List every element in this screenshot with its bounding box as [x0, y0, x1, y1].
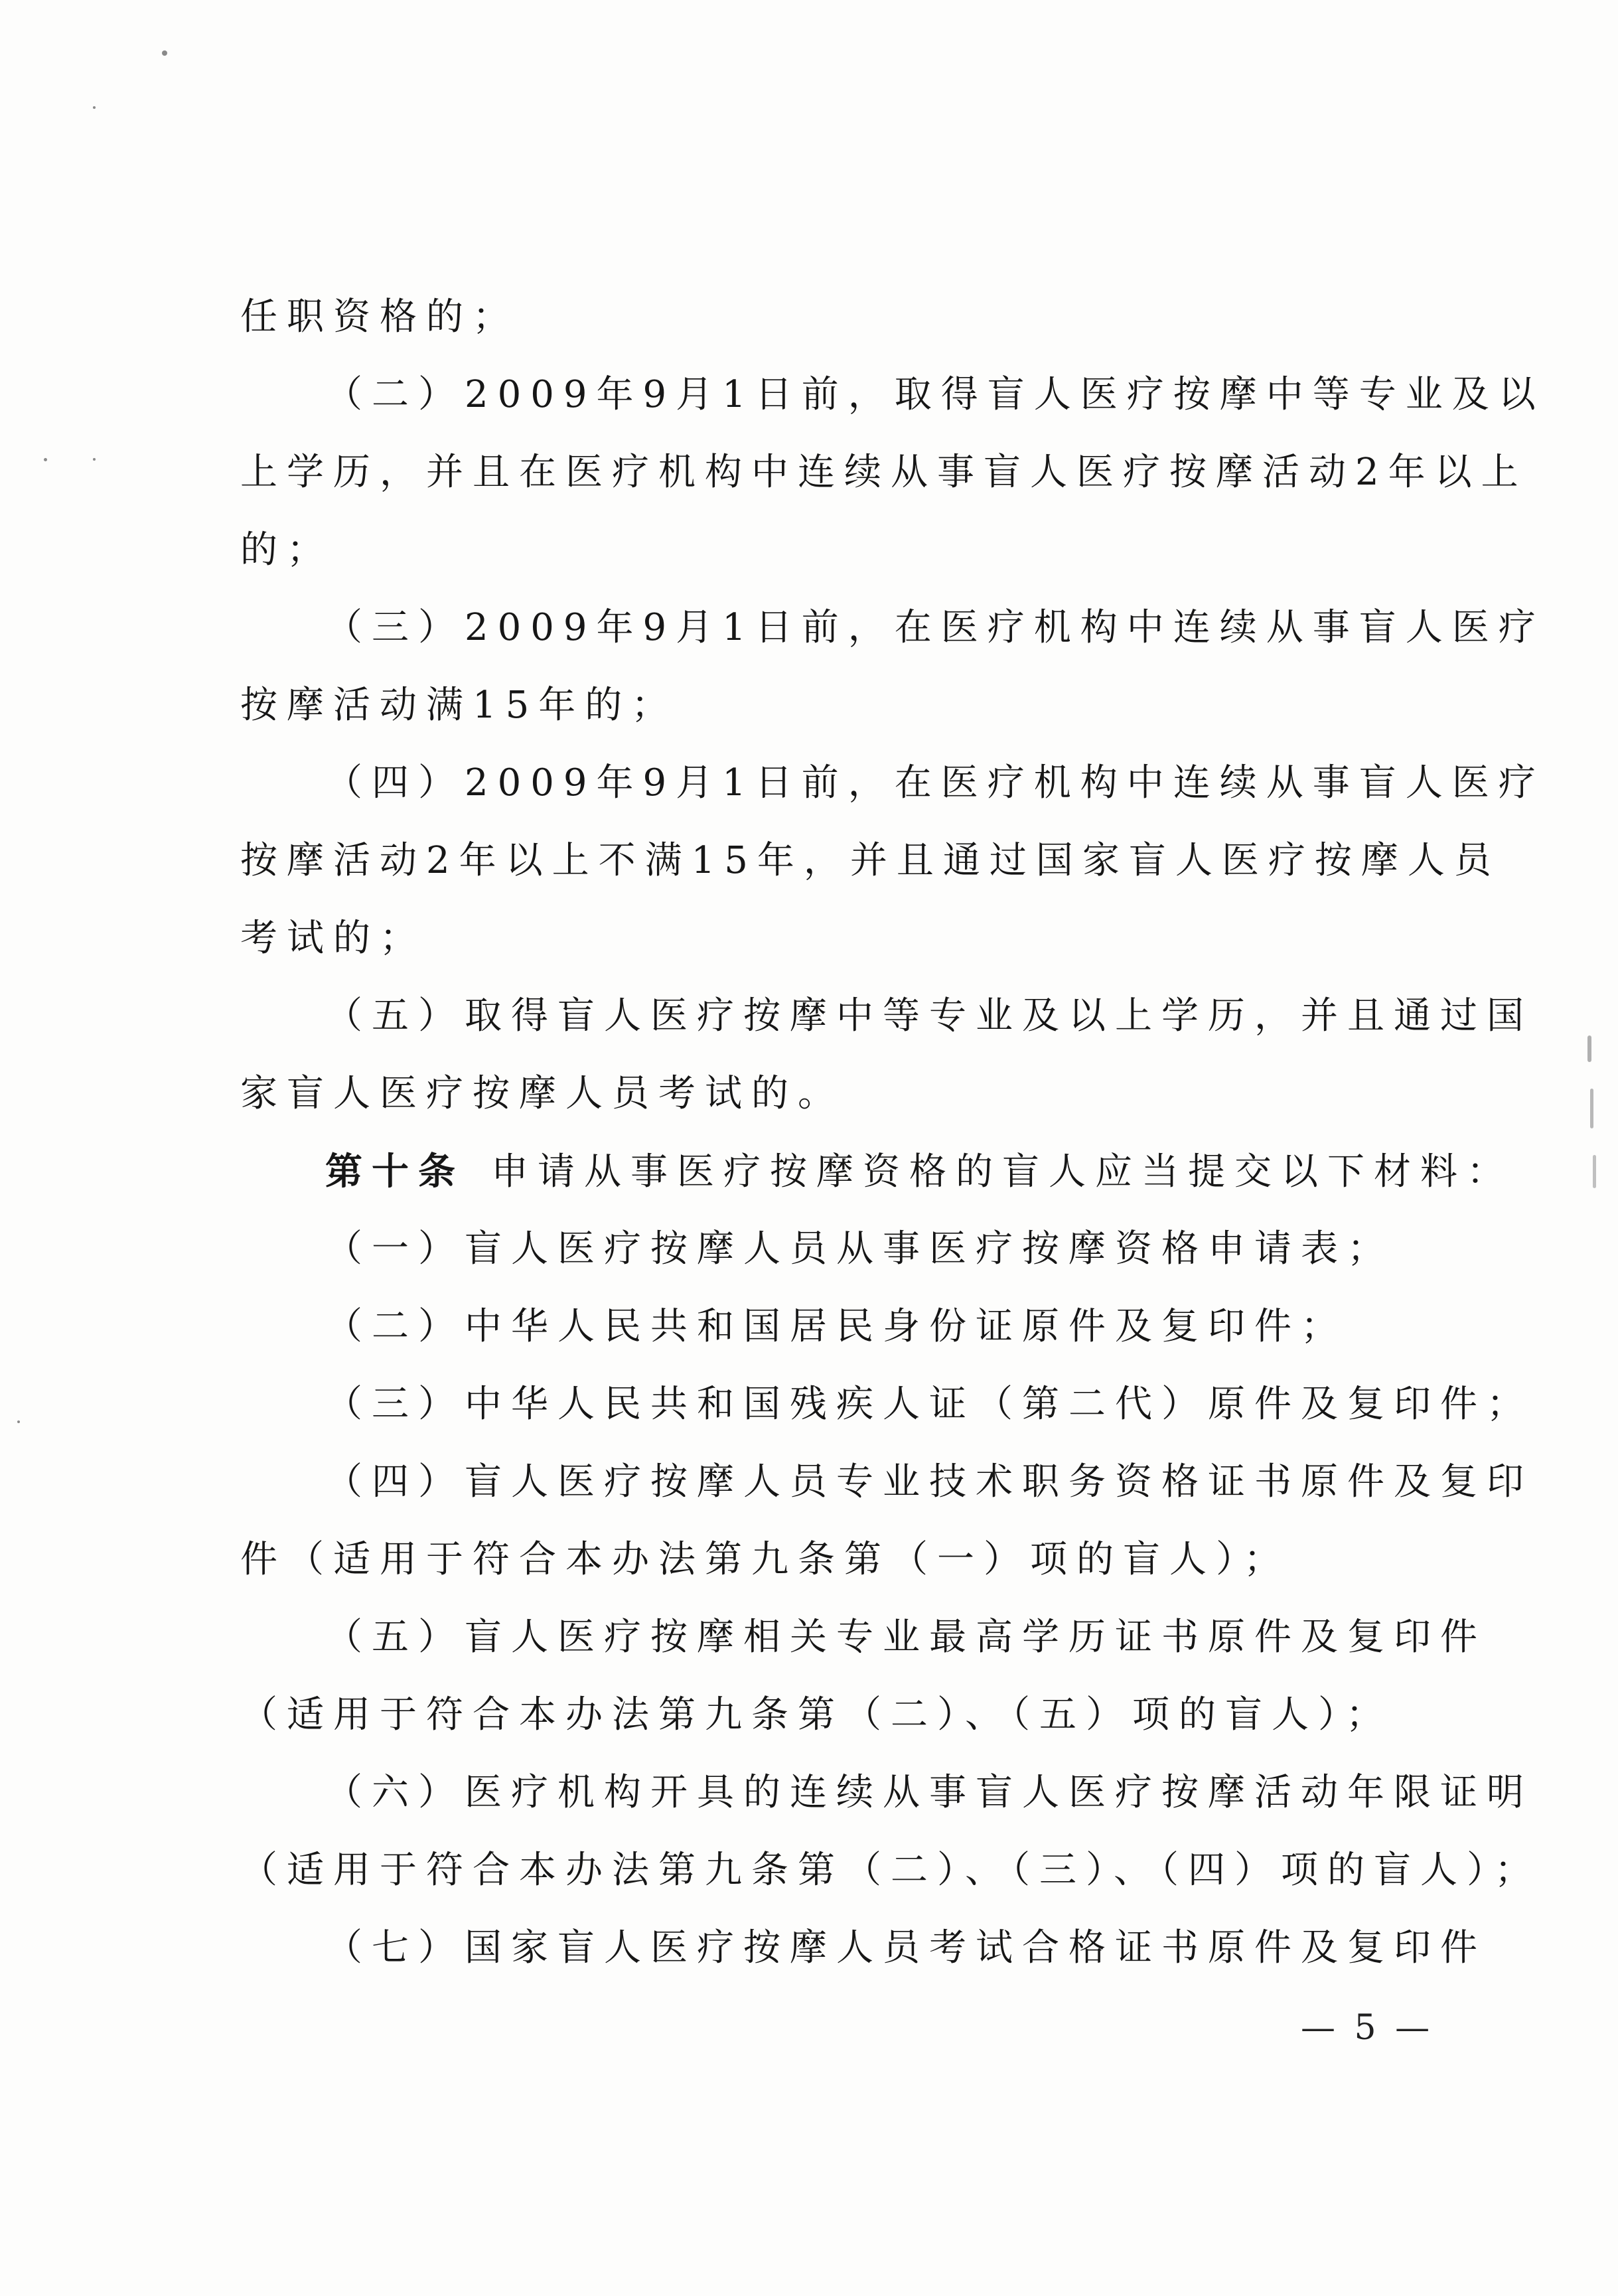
page-number: — 5 — [1301, 2008, 1434, 2048]
scan-speck [1593, 1155, 1596, 1188]
text-line: （适用于符合本办法第九条第（二）、（五）项的盲人）； [240, 1693, 1392, 1736]
scan-speck [93, 106, 96, 109]
text-line: 家盲人医疗按摩人员考试的。 [240, 1072, 844, 1115]
scan-speck [17, 1420, 20, 1423]
text-line: （六）医疗机构开具的连续从事盲人医疗按摩活动年限证明 [325, 1771, 1533, 1814]
text-line: 任职资格的； [240, 295, 519, 339]
scan-speck [162, 50, 167, 56]
scan-speck [44, 458, 47, 461]
article-10-line [325, 1150, 1513, 1193]
text-line: （四）盲人医疗按摩人员专业技术职务资格证书原件及复印 [325, 1460, 1533, 1503]
text-line: 的； [240, 528, 333, 572]
text-line: 上学历，并且在医疗机构中连续从事盲人医疗按摩活动2年以上 [240, 451, 1528, 494]
text-line: （五）盲人医疗按摩相关专业最高学历证书原件及复印件 [325, 1616, 1487, 1659]
scan-speck [93, 458, 96, 461]
article-heading: 第十条 [325, 1150, 465, 1193]
text-line: （五）取得盲人医疗按摩中等专业及以上学历，并且通过国 [325, 994, 1533, 1037]
article-text: 申请从事医疗按摩资格的盲人应当提交以下材料： [491, 1150, 1513, 1193]
text-line: （二）中华人民共和国居民身份证原件及复印件； [325, 1305, 1347, 1348]
text-line: （七）国家盲人医疗按摩人员考试合格证书原件及复印件 [325, 1926, 1487, 1969]
text-line: （一）盲人医疗按摩人员从事医疗按摩资格申请表； [325, 1227, 1394, 1270]
text-line: （三）2009年9月1日前，在医疗机构中连续从事盲人医疗 [325, 606, 1545, 649]
text-line: （三）中华人民共和国残疾人证（第二代）原件及复印件； [325, 1383, 1533, 1426]
scan-speck [1590, 1089, 1593, 1128]
text-line: 按摩活动满15年的； [240, 684, 678, 727]
text-line: （二）2009年9月1日前，取得盲人医疗按摩中等专业及以 [325, 373, 1545, 416]
scan-speck [1587, 1035, 1591, 1062]
text-line: （适用于符合本办法第九条第（二）、（三）、（四）项的盲人）； [240, 1849, 1541, 1892]
text-line: （四）2009年9月1日前，在医疗机构中连续从事盲人医疗 [325, 761, 1545, 804]
text-line: 考试的； [240, 917, 426, 960]
text-line: 按摩活动2年以上不满15年，并且通过国家盲人医疗按摩人员 [240, 839, 1501, 882]
text-line: 件（适用于符合本办法第九条第（一）项的盲人）； [240, 1538, 1290, 1581]
